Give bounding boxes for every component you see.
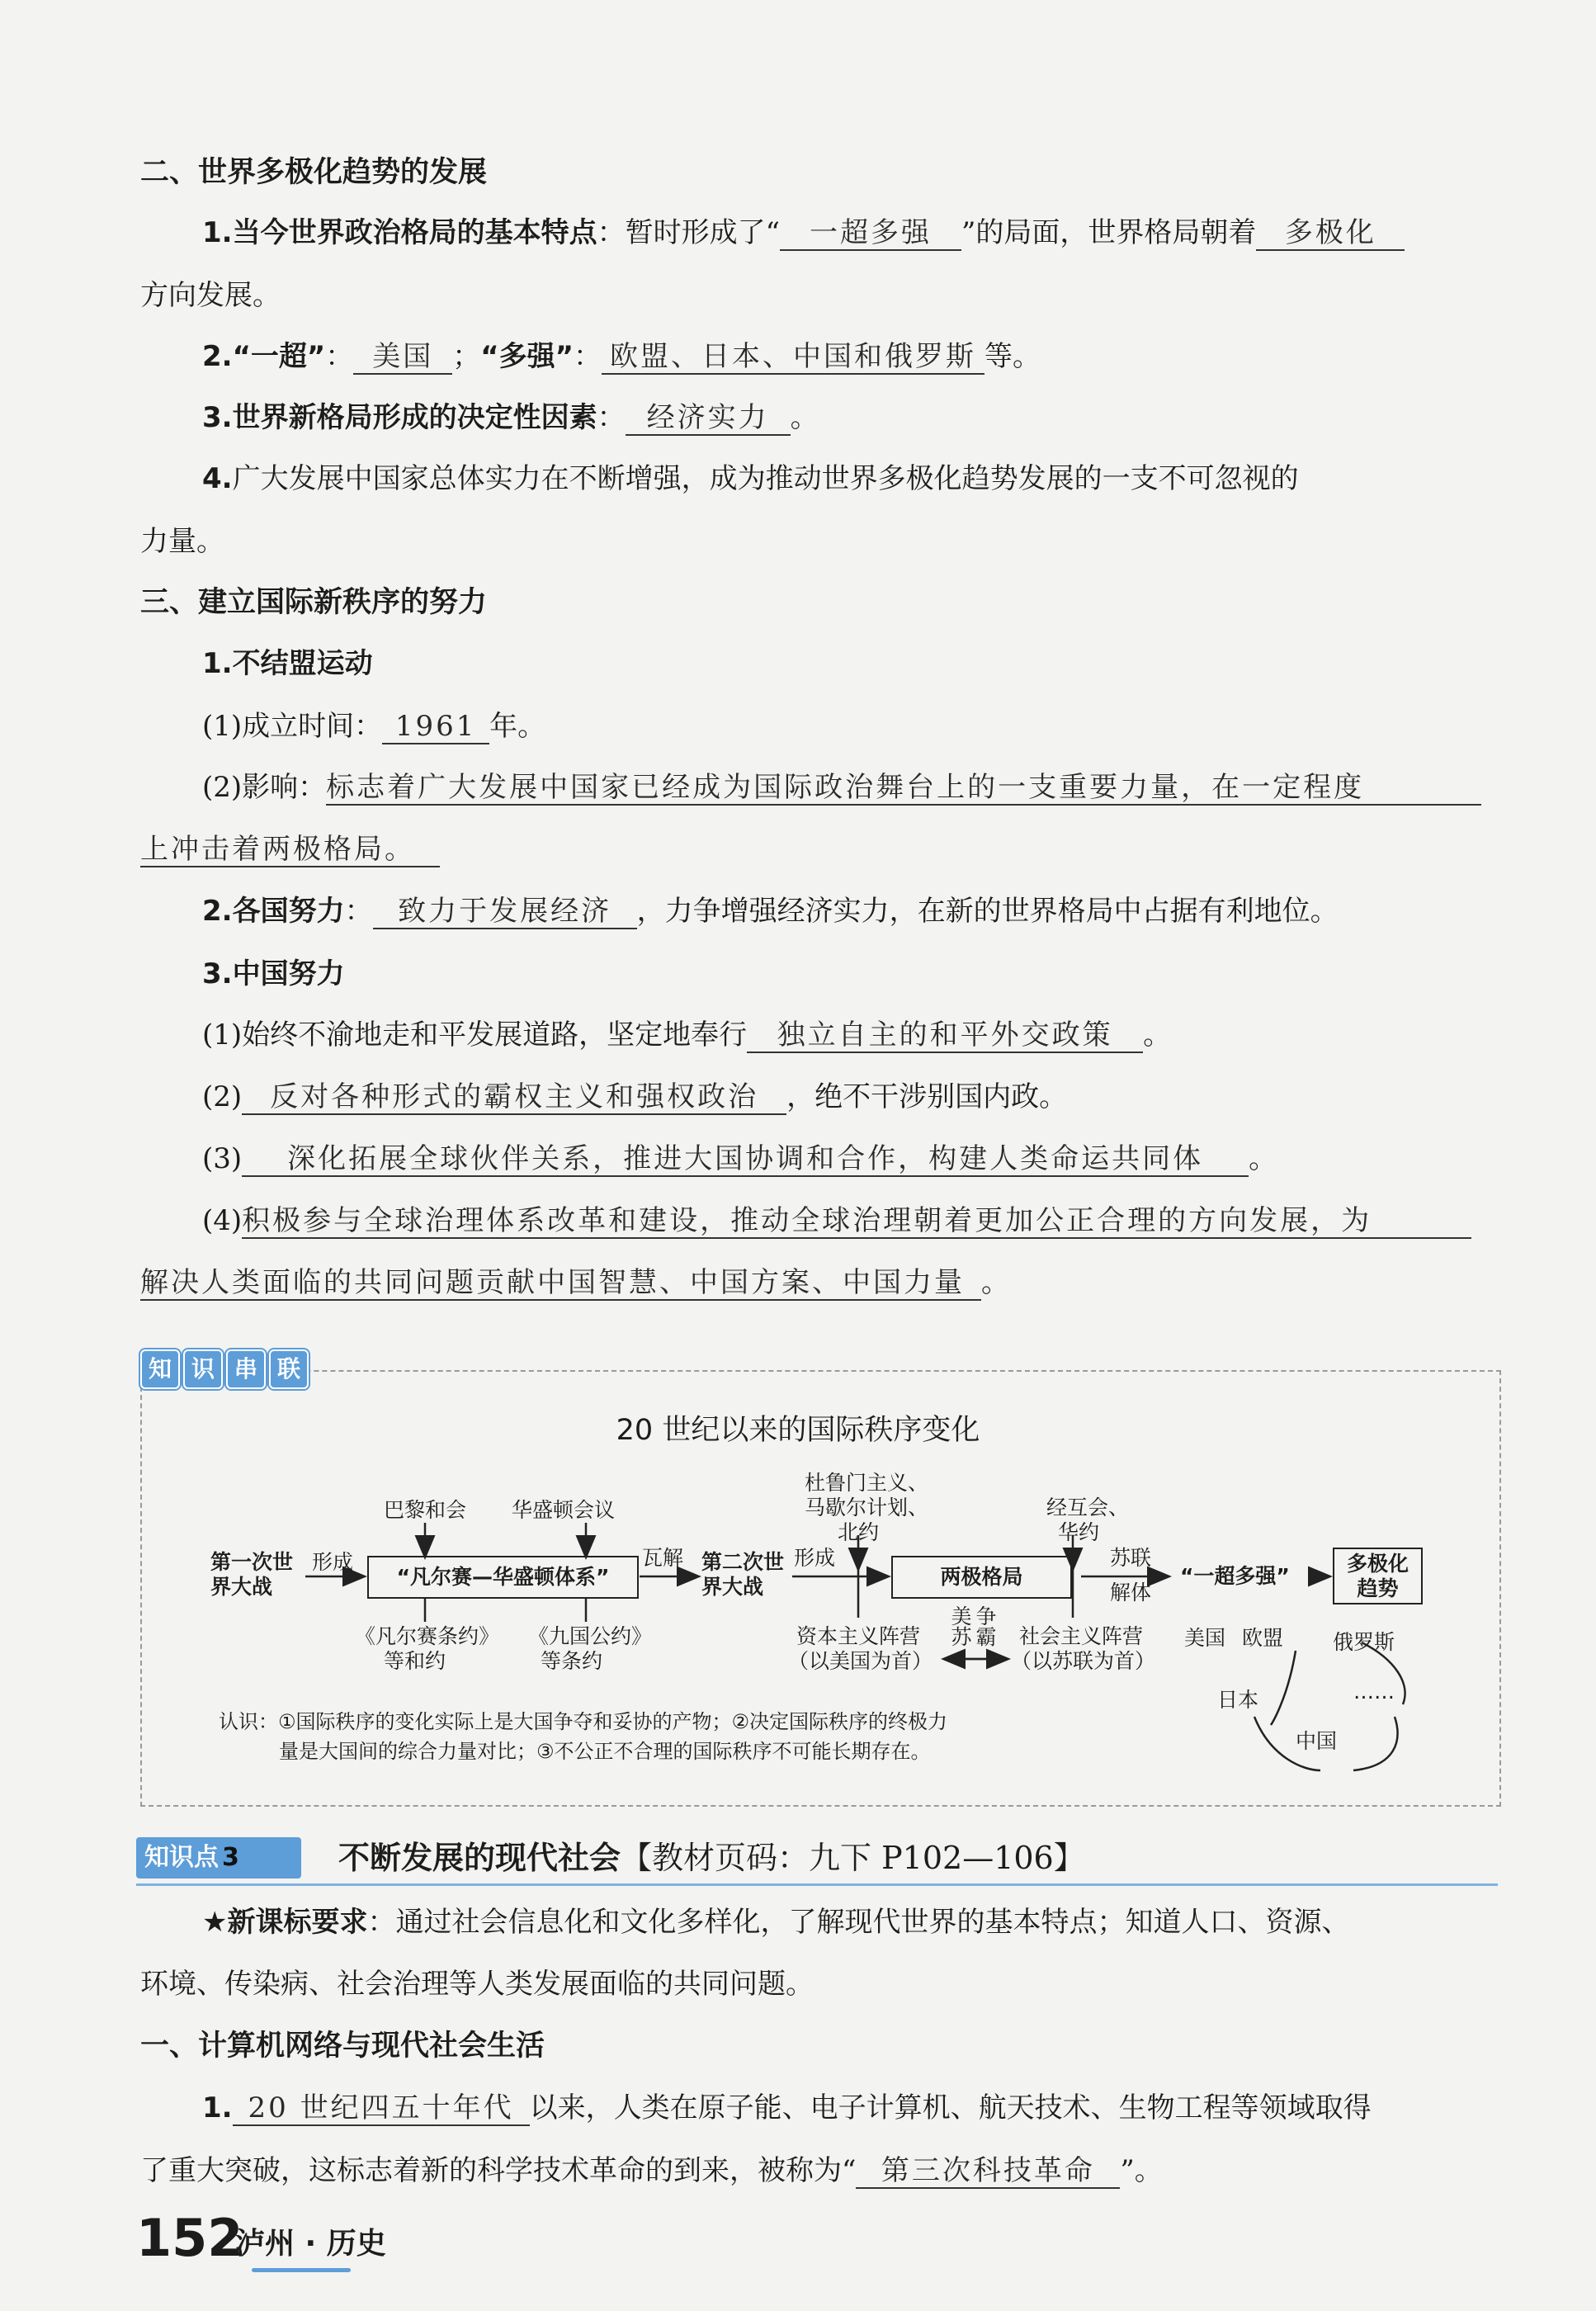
title-main: 不断发展的现代社会 [338,1840,621,1876]
para-lead: 3.世界新格局形成的决定性因素 [202,401,597,434]
para-text: 。 [1143,1018,1172,1052]
para-text: ： [325,340,354,373]
tag-char: 知 [140,1349,180,1389]
para-lead: 2.“一超” [202,340,326,373]
para-text: (2)影响： [202,771,327,804]
title-ref: 【教材页码：九下 P102—106】 [621,1840,1085,1876]
para-lead: 1. [202,2091,233,2124]
diagram-note-2: 量是大国间的综合力量对比；③不公正不合理的国际秩序不可能长期存在。 [279,1740,931,1763]
para-text: ： [597,401,626,434]
para-text: ，绝不干涉别国内政。 [786,1080,1068,1113]
para-text: ： [573,340,602,373]
label-etc: …… [1353,1680,1395,1704]
node-usa: 美国 [1184,1626,1226,1650]
node-china: 中国 [1296,1729,1338,1753]
para-text: (1)成立时间： [202,710,383,743]
answer-blank: 第三次科技革命 [856,2154,1120,2189]
node-treaty-nine: 《九国公约》 [528,1624,653,1648]
answer-blank: 经济实力 [626,401,791,436]
answer-blank: 欧盟、日本、中国和俄罗斯 [602,340,985,375]
paragraph-4-cont: 力量。 [140,525,224,558]
subheading-china: 3.中国努力 [202,957,345,990]
answer-blank: 20 世纪四五十年代 [233,2091,530,2126]
paragraph-1-cont: 方向发展。 [140,279,281,312]
node-capitalist: 资本主义阵营 [796,1624,921,1648]
node-treaty-versailles-b: 等和约 [384,1649,446,1673]
node-vw-system: “凡尔赛—华盛顿体系” [367,1556,639,1599]
label-us-ussr: 美苏 [948,1605,972,1647]
node-comecon: 经互会、 [1046,1496,1130,1519]
para-text: (3) [202,1142,243,1175]
kp3-paragraph-1-cont [140,2151,1497,2190]
badge-label: 知识点 [144,1843,219,1872]
answer-blank: 一超多强 [780,216,961,251]
answer-blank: 解决人类面临的共同问题贡献中国智慧、中国方案、中国力量 [140,1266,981,1301]
label-form-2: 形成 [794,1546,836,1570]
knowledge-point-title [338,1837,1085,1879]
label-dissolve: 解体 [1110,1581,1152,1604]
node-superpower: “一超多强” [1180,1564,1290,1588]
answer-blank: 致力于发展经济 [373,895,637,929]
node-ww2: 第二次世 界大战 [701,1550,785,1599]
para-text: 等。 [984,340,1041,373]
answer-blank: 标志着广大发展中国家已经成为国际政治舞台上的一支重要力量，在一定程度 [326,771,1481,806]
label-form-1: 形成 [312,1550,354,1574]
node-socialist-b: （以苏联为首） [1011,1649,1156,1673]
answer-blank: 反对各种形式的霸权主义和强权政治 [242,1080,786,1115]
answer-blank: 多极化 [1256,216,1405,251]
para-text: ”的局面，世界格局朝着 [961,216,1257,249]
node-socialist: 社会主义阵营 [1019,1624,1144,1648]
node-washington: 华盛顿会议 [512,1498,616,1522]
node-russia: 俄罗斯 [1333,1630,1395,1654]
para-lead: 4. [202,462,233,495]
node-treaty-versailles: 《凡尔赛条约》 [355,1624,500,1648]
tag-char: 识 [183,1349,223,1389]
diagram-title: 20 世纪以来的国际秩序变化 [616,1414,980,1447]
label-collapse: 瓦解 [642,1546,684,1570]
node-marshall: 马歇尔计划、 [805,1496,929,1519]
para-text: ：暂时形成了“ [597,216,780,249]
node-truman: 杜鲁门主义、 [805,1471,929,1495]
node-ww1: 第一次世 界大战 [210,1550,294,1599]
para-text: (4) [202,1204,243,1237]
node-japan: 日本 [1217,1688,1259,1712]
para-text: (1)始终不渝地走和平发展道路，坚定地奉行 [202,1018,748,1052]
knowledge-point-badge [136,1837,301,1879]
node-capitalist-b: （以美国为首） [788,1649,933,1673]
para-text: ； [452,340,481,373]
node-eu: 欧盟 [1242,1626,1284,1650]
answer-blank: 1961 [382,710,489,744]
node-paris: 巴黎和会 [384,1498,467,1522]
answer-blank: 上冲击着两极格局。 [140,833,440,867]
answer-blank: 独立自主的和平外交政策 [747,1018,1143,1053]
diagram-note-1: 认识：①国际秩序的变化实际上是大国争夺和妥协的产物；②决定国际秩序的终极力 [219,1710,948,1733]
answer-blank: 美国 [353,340,452,375]
para-text: 。 [1249,1142,1277,1175]
node-nato: 北约 [838,1520,880,1544]
section-heading-multipolar: 二、世界多极化趋势的发展 [140,156,488,189]
para-text: 了重大突破，这标志着新的科学技术革命的到来，被称为“ [140,2154,857,2187]
section-heading-new-order: 三、建立国际新秩序的努力 [140,586,488,619]
subheading-nam: 1.不结盟运动 [202,647,373,680]
answer-blank: 积极参与全球治理体系改革和建设，推动全球治理朝着更加公正合理的方向发展，为 [242,1204,1471,1239]
req-lead: ★新课标要求 [202,1906,368,1939]
para-text: 以来，人类在原子能、电子计算机、航天技术、生物工程等领域取得 [529,2091,1372,2124]
tag-char: 串 [226,1349,266,1389]
node-bipolar: 两极格局 [891,1556,1072,1599]
para-lead: 2.各国努力 [202,895,345,928]
para-text: ”。 [1120,2154,1163,2187]
badge-number: 3 [222,1843,239,1872]
knowledge-point-header [136,1834,1498,1886]
req-text: ：通过社会信息化和文化多样化，了解现代世界的基本特点；知道人口、资源、 [367,1906,1350,1939]
para-text: (2) [202,1080,243,1113]
para-text: 广大发展中国家总体实力在不断增强，成为推动世界多极化趋势发展的一支不可忽视的 [232,462,1299,495]
tag-char: 联 [269,1349,309,1389]
section-heading-computer: 一、计算机网络与现代社会生活 [140,2030,545,2063]
footer-accent-bar [252,2268,351,2272]
para-text: 年。 [489,710,546,743]
node-warsaw: 华约 [1058,1520,1100,1544]
para-text: 。 [981,1266,1009,1299]
curriculum-req-cont: 环境、传染病、社会治理等人类发展面临的共同问题。 [140,1968,814,2001]
para-text: ： [344,895,373,928]
answer-blank: 深化拓展全球伙伴关系，推进大国协调和合作，构建人类命运共同体 [242,1142,1249,1177]
label-ussr: 苏联 [1110,1546,1152,1570]
node-multipolar: 多极化 趋势 [1333,1548,1423,1604]
para-text: 。 [790,401,819,434]
para-lead: “多强” [480,340,574,373]
label-hegemony: 争霸 [973,1605,997,1647]
para-text: ，力争增强经济实力，在新的世界格局中占据有利地位。 [636,895,1339,928]
curriculum-req [202,1902,1497,1942]
page-number: 152 [136,2208,243,2268]
kp3-paragraph-1 [202,2088,1497,2128]
para-lead: 1.当今世界政治格局的基本特点 [202,216,597,249]
footer-book-title: 泸州 · 历史 [235,2227,386,2261]
node-treaty-nine-b: 等条约 [541,1649,603,1673]
